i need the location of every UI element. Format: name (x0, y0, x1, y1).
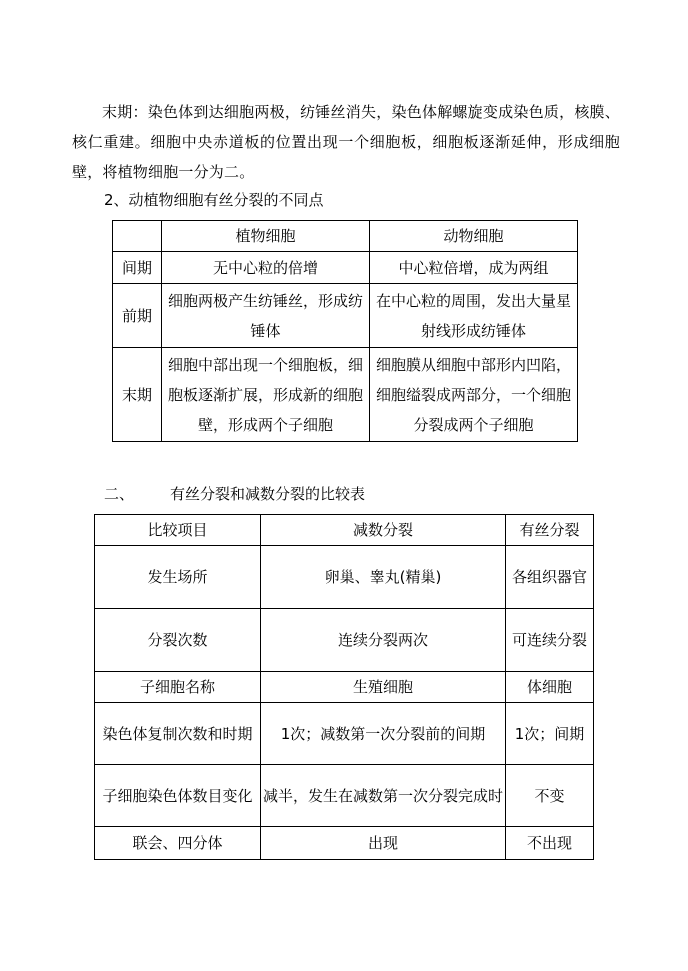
table-cell: 出现 (261, 827, 506, 860)
table-row (113, 284, 578, 348)
telophase-paragraph: 末期：染色体到达细胞两极，纺锤丝消失，染色体解螺旋变成染色质，核膜、核仁重建。细胞中央赤道板的位置出现一个细胞板，细胞板逐渐延伸，形成细胞壁，将植物细胞一分为二。 (72, 103, 620, 181)
table-cell: 可连续分裂 (506, 609, 594, 672)
table-cell: 体细胞 (506, 672, 594, 703)
table-row (95, 609, 594, 672)
table-cell: 减半，发生在减数第一次分裂完成时 (261, 765, 506, 827)
header-cell: 有丝分裂 (506, 515, 594, 546)
table-cell: 间期 (113, 252, 162, 284)
table-row (95, 546, 594, 609)
table-cell: 不变 (506, 765, 594, 827)
table-cell: 细胞中部出现一个细胞板，细胞板逐渐扩展，形成新的细胞壁，形成两个子细胞 (162, 348, 370, 442)
table-cell: 末期 (113, 348, 162, 442)
header-cell (113, 221, 162, 252)
table-cell: 生殖细胞 (261, 672, 506, 703)
table-row (95, 765, 594, 827)
mitosis-meiosis-comparison-table (94, 514, 594, 860)
table-header-row (95, 515, 594, 546)
table-cell: 卵巢、睾丸(精巢) (261, 546, 506, 609)
table-cell: 1次；间期 (506, 703, 594, 765)
table-cell: 细胞膜从细胞中部形内凹陷，细胞缢裂成两部分，一个细胞分裂成两个子细胞 (370, 348, 578, 442)
header-cell: 比较项目 (95, 515, 261, 546)
section1-heading: 2、动植物细胞有丝分裂的不同点 (104, 191, 324, 209)
table-row (113, 252, 578, 284)
plant-animal-mitosis-table (112, 220, 578, 442)
table-cell: 连续分裂两次 (261, 609, 506, 672)
table-cell: 在中心粒的周围，发出大量星射线形成纺锤体 (370, 284, 578, 348)
table-cell: 子细胞名称 (95, 672, 261, 703)
table-cell: 前期 (113, 284, 162, 348)
table-row (95, 827, 594, 860)
section2-heading: 有丝分裂和减数分裂的比较表 (170, 485, 366, 503)
table-cell: 染色体复制次数和时期 (95, 703, 261, 765)
table-cell: 中心粒倍增，成为两组 (370, 252, 578, 284)
table-cell: 子细胞染色体数目变化 (95, 765, 261, 827)
table-header-row (113, 221, 578, 252)
header-cell: 动物细胞 (370, 221, 578, 252)
table-row (95, 672, 594, 703)
table-cell: 发生场所 (95, 546, 261, 609)
table-row (113, 348, 578, 442)
table-cell: 不出现 (506, 827, 594, 860)
table-cell: 分裂次数 (95, 609, 261, 672)
section2-number: 二、 (104, 485, 135, 503)
table-cell: 各组织器官 (506, 546, 594, 609)
table-cell: 无中心粒的倍增 (162, 252, 370, 284)
table-cell: 1次；减数第一次分裂前的间期 (261, 703, 506, 765)
header-cell: 减数分裂 (261, 515, 506, 546)
table-cell: 细胞两极产生纺锤丝，形成纺锤体 (162, 284, 370, 348)
section2-heading-line (104, 484, 365, 504)
table-row (95, 703, 594, 765)
table-cell: 联会、四分体 (95, 827, 261, 860)
header-cell: 植物细胞 (162, 221, 370, 252)
